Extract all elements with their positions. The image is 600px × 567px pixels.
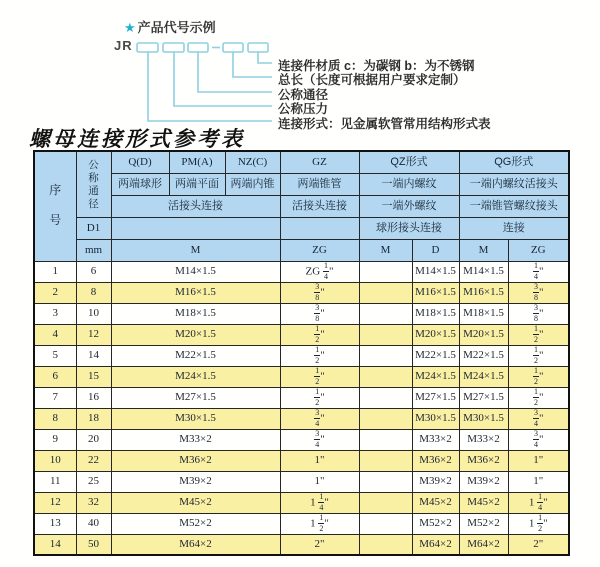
cell-qg-zg: 1": [508, 450, 569, 471]
cell-qz-m: [359, 345, 412, 366]
cell-seq: 6: [34, 366, 76, 387]
label-conn-form: 连接形式：见金属软管常用结构形式表: [278, 117, 491, 131]
cell-seq: 9: [34, 429, 76, 450]
cell-mm: 32: [76, 492, 111, 513]
code-box-2: [163, 43, 184, 52]
code-box-1: [137, 43, 158, 52]
cell-qg-zg: $\frac{3}{4}$ ": [508, 408, 569, 429]
header-pm-desc: 两端平面: [169, 173, 225, 195]
label-material: 连接件材质 c：为碳钢 b：为不锈钢: [278, 59, 475, 73]
cell-qg-m: M36×2: [459, 450, 508, 471]
table-body: [34, 261, 569, 555]
cell-m: M24×1.5: [111, 366, 280, 387]
code-box-4: [223, 43, 243, 52]
cell-seq: 8: [34, 408, 76, 429]
cell-m: M39×2: [111, 471, 280, 492]
cell-qg-m: M16×1.5: [459, 282, 508, 303]
cell-mm: 14: [76, 345, 111, 366]
cell-mm: 6: [76, 261, 111, 282]
cell-zg: 2": [280, 534, 359, 555]
cell-mm: 18: [76, 408, 111, 429]
header-q-desc: 两端球形: [111, 173, 169, 195]
cell-zg: 1 $\frac{1}{4}$ ": [280, 492, 359, 513]
header-qg-form: QG形式: [459, 151, 569, 173]
header-qg-desc1: 一端内螺纹活接头: [459, 173, 569, 195]
cell-qg-m: M27×1.5: [459, 387, 508, 408]
table-row: [34, 513, 569, 534]
cell-qg-m: M64×2: [459, 534, 508, 555]
header-gz: GZ: [280, 151, 359, 173]
cell-qg-zg: $\frac{3}{8}$ ": [508, 303, 569, 324]
cell-qg-zg: 2": [508, 534, 569, 555]
cell-qg-m: M30×1.5: [459, 408, 508, 429]
header-gz-conn: 活接头连接: [280, 195, 359, 217]
header-seq: 序 号: [34, 151, 76, 261]
cell-qg-zg: 1 $\frac{1}{2}$ ": [508, 513, 569, 534]
header-blank-gz: [280, 217, 359, 239]
header-qz-d: D: [412, 239, 459, 261]
header-q: Q(D): [111, 151, 169, 173]
cell-zg: $\frac{3}{8}$ ": [280, 303, 359, 324]
cell-qz-m: [359, 408, 412, 429]
cell-seq: 11: [34, 471, 76, 492]
table-row: [34, 345, 569, 366]
cell-qz-d: M45×2: [412, 492, 459, 513]
header-qz-desc2: 一端外螺纹: [359, 195, 459, 217]
cell-qg-zg: 1 $\frac{1}{4}$ ": [508, 492, 569, 513]
cell-zg: $\frac{3}{4}$ ": [280, 429, 359, 450]
cell-m: M64×2: [111, 534, 280, 555]
table-row: [34, 534, 569, 555]
code-box-5: [248, 43, 268, 52]
cell-qz-m: [359, 324, 412, 345]
cell-zg: $\frac{1}{2}$ ": [280, 324, 359, 345]
table-row: [34, 471, 569, 492]
cell-qz-d: M22×1.5: [412, 345, 459, 366]
cell-qg-zg: $\frac{1}{2}$ ": [508, 324, 569, 345]
cell-qz-d: M30×1.5: [412, 408, 459, 429]
table-row: [34, 366, 569, 387]
cell-mm: 16: [76, 387, 111, 408]
header-m: M: [111, 239, 280, 261]
table-row: [34, 387, 569, 408]
cell-zg: 1": [280, 450, 359, 471]
cell-mm: 20: [76, 429, 111, 450]
cell-zg: $\frac{1}{2}$ ": [280, 387, 359, 408]
cell-m: M16×1.5: [111, 282, 280, 303]
cell-m: M18×1.5: [111, 303, 280, 324]
cell-m: M14×1.5: [111, 261, 280, 282]
cell-seq: 4: [34, 324, 76, 345]
cell-qz-m: [359, 261, 412, 282]
diagram-title-text: 产品代号示例: [137, 20, 216, 35]
nut-connection-reference-table: [33, 150, 570, 556]
cell-qg-zg: $\frac{1}{4}$ ": [508, 261, 569, 282]
label-total-length: 总长（长度可根据用户要求定制）: [278, 73, 466, 87]
code-box-3: [188, 43, 208, 52]
cell-seq: 5: [34, 345, 76, 366]
cell-seq: 1: [34, 261, 76, 282]
cell-qg-m: M33×2: [459, 429, 508, 450]
cell-m: M27×1.5: [111, 387, 280, 408]
cell-qz-m: [359, 303, 412, 324]
cell-qz-m: [359, 492, 412, 513]
table-title: 螺母连接形式参考表: [29, 127, 245, 151]
cell-qz-m: [359, 534, 412, 555]
cell-qg-zg: $\frac{1}{2}$ ": [508, 387, 569, 408]
cell-mm: 12: [76, 324, 111, 345]
cell-seq: 2: [34, 282, 76, 303]
header-pm: PM(A): [169, 151, 225, 173]
header-qg-m: M: [459, 239, 508, 261]
label-nominal-press: 公称压力: [278, 102, 329, 116]
cell-qg-zg: $\frac{3}{8}$ ": [508, 282, 569, 303]
table-row: [34, 261, 569, 282]
header-zg: ZG: [280, 239, 359, 261]
cell-zg: $\frac{3}{4}$ ": [280, 408, 359, 429]
cell-qz-m: [359, 513, 412, 534]
header-qz-m: M: [359, 239, 412, 261]
star-icon: ★: [124, 20, 136, 35]
cell-mm: 25: [76, 471, 111, 492]
cell-qg-zg: $\frac{1}{2}$ ": [508, 366, 569, 387]
cell-seq: 12: [34, 492, 76, 513]
cell-qg-m: M18×1.5: [459, 303, 508, 324]
cell-qz-m: [359, 387, 412, 408]
cell-zg: $\frac{1}{2}$ ": [280, 366, 359, 387]
cell-mm: 40: [76, 513, 111, 534]
cell-qg-m: M52×2: [459, 513, 508, 534]
cell-mm: 8: [76, 282, 111, 303]
cell-qg-m: M14×1.5: [459, 261, 508, 282]
cell-qz-m: [359, 366, 412, 387]
label-nominal-dia: 公称通径: [278, 88, 329, 102]
table-row: [34, 450, 569, 471]
cell-mm: 50: [76, 534, 111, 555]
table-row: [34, 492, 569, 513]
cell-seq: 14: [34, 534, 76, 555]
header-d1: D1: [76, 217, 111, 239]
diagram-title: [124, 17, 216, 36]
header-qg-conn: 连接: [459, 217, 569, 239]
cell-qz-d: M39×2: [412, 471, 459, 492]
cell-seq: 13: [34, 513, 76, 534]
table-row: [34, 303, 569, 324]
table-row: [34, 408, 569, 429]
cell-zg: $\frac{3}{8}$ ": [280, 282, 359, 303]
header-qz-desc1: 一端内螺纹: [359, 173, 459, 195]
cell-m: M52×2: [111, 513, 280, 534]
cell-qg-m: M39×2: [459, 471, 508, 492]
cell-seq: 3: [34, 303, 76, 324]
header-qg-zg: ZG: [508, 239, 569, 261]
header-nominal-dia: 公 称 通 径: [76, 151, 111, 217]
cell-qg-m: M22×1.5: [459, 345, 508, 366]
cell-qz-d: M16×1.5: [412, 282, 459, 303]
cell-m: M33×2: [111, 429, 280, 450]
cell-seq: 10: [34, 450, 76, 471]
cell-zg: $\frac{1}{2}$ ": [280, 345, 359, 366]
header-gz-desc: 两端锥管: [280, 173, 359, 195]
header-nz: NZ(C): [225, 151, 280, 173]
cell-mm: 15: [76, 366, 111, 387]
cell-mm: 10: [76, 303, 111, 324]
cell-qz-d: M33×2: [412, 429, 459, 450]
table-row: [34, 324, 569, 345]
cell-m: M36×2: [111, 450, 280, 471]
cell-qz-d: M52×2: [412, 513, 459, 534]
header-nz-desc: 两端内锥: [225, 173, 280, 195]
cell-qz-m: [359, 471, 412, 492]
cell-mm: 22: [76, 450, 111, 471]
header-qz-conn: 球形接头连接: [359, 217, 459, 239]
cell-seq: 7: [34, 387, 76, 408]
header-union-conn: 活接头连接: [111, 195, 280, 217]
header-qg-desc2: 一端锥管螺纹接头: [459, 195, 569, 217]
header-qz-form: QZ形式: [359, 151, 459, 173]
cell-qz-d: M64×2: [412, 534, 459, 555]
cell-qz-d: M36×2: [412, 450, 459, 471]
cell-qz-d: M24×1.5: [412, 366, 459, 387]
cell-m: M22×1.5: [111, 345, 280, 366]
cell-zg: ZG $\frac{1}{4}$ ": [280, 261, 359, 282]
header-mm: mm: [76, 239, 111, 261]
cell-qz-m: [359, 282, 412, 303]
cell-m: M30×1.5: [111, 408, 280, 429]
cell-zg: 1": [280, 471, 359, 492]
cell-zg: 1 $\frac{1}{2}$ ": [280, 513, 359, 534]
table-row: [34, 429, 569, 450]
cell-qz-d: M27×1.5: [412, 387, 459, 408]
header-blank-left: [111, 217, 280, 239]
table-row: [34, 282, 569, 303]
cell-m: M20×1.5: [111, 324, 280, 345]
cell-qg-m: M24×1.5: [459, 366, 508, 387]
cell-qg-m: M20×1.5: [459, 324, 508, 345]
cell-qz-d: M20×1.5: [412, 324, 459, 345]
code-prefix: JR: [114, 38, 133, 53]
cell-qg-m: M45×2: [459, 492, 508, 513]
cell-qg-zg: $\frac{3}{4}$ ": [508, 429, 569, 450]
cell-qz-m: [359, 450, 412, 471]
cell-qg-zg: 1": [508, 471, 569, 492]
cell-qg-zg: $\frac{1}{2}$ ": [508, 345, 569, 366]
cell-qz-d: M14×1.5: [412, 261, 459, 282]
cell-qz-d: M18×1.5: [412, 303, 459, 324]
cell-qz-m: [359, 429, 412, 450]
cell-m: M45×2: [111, 492, 280, 513]
